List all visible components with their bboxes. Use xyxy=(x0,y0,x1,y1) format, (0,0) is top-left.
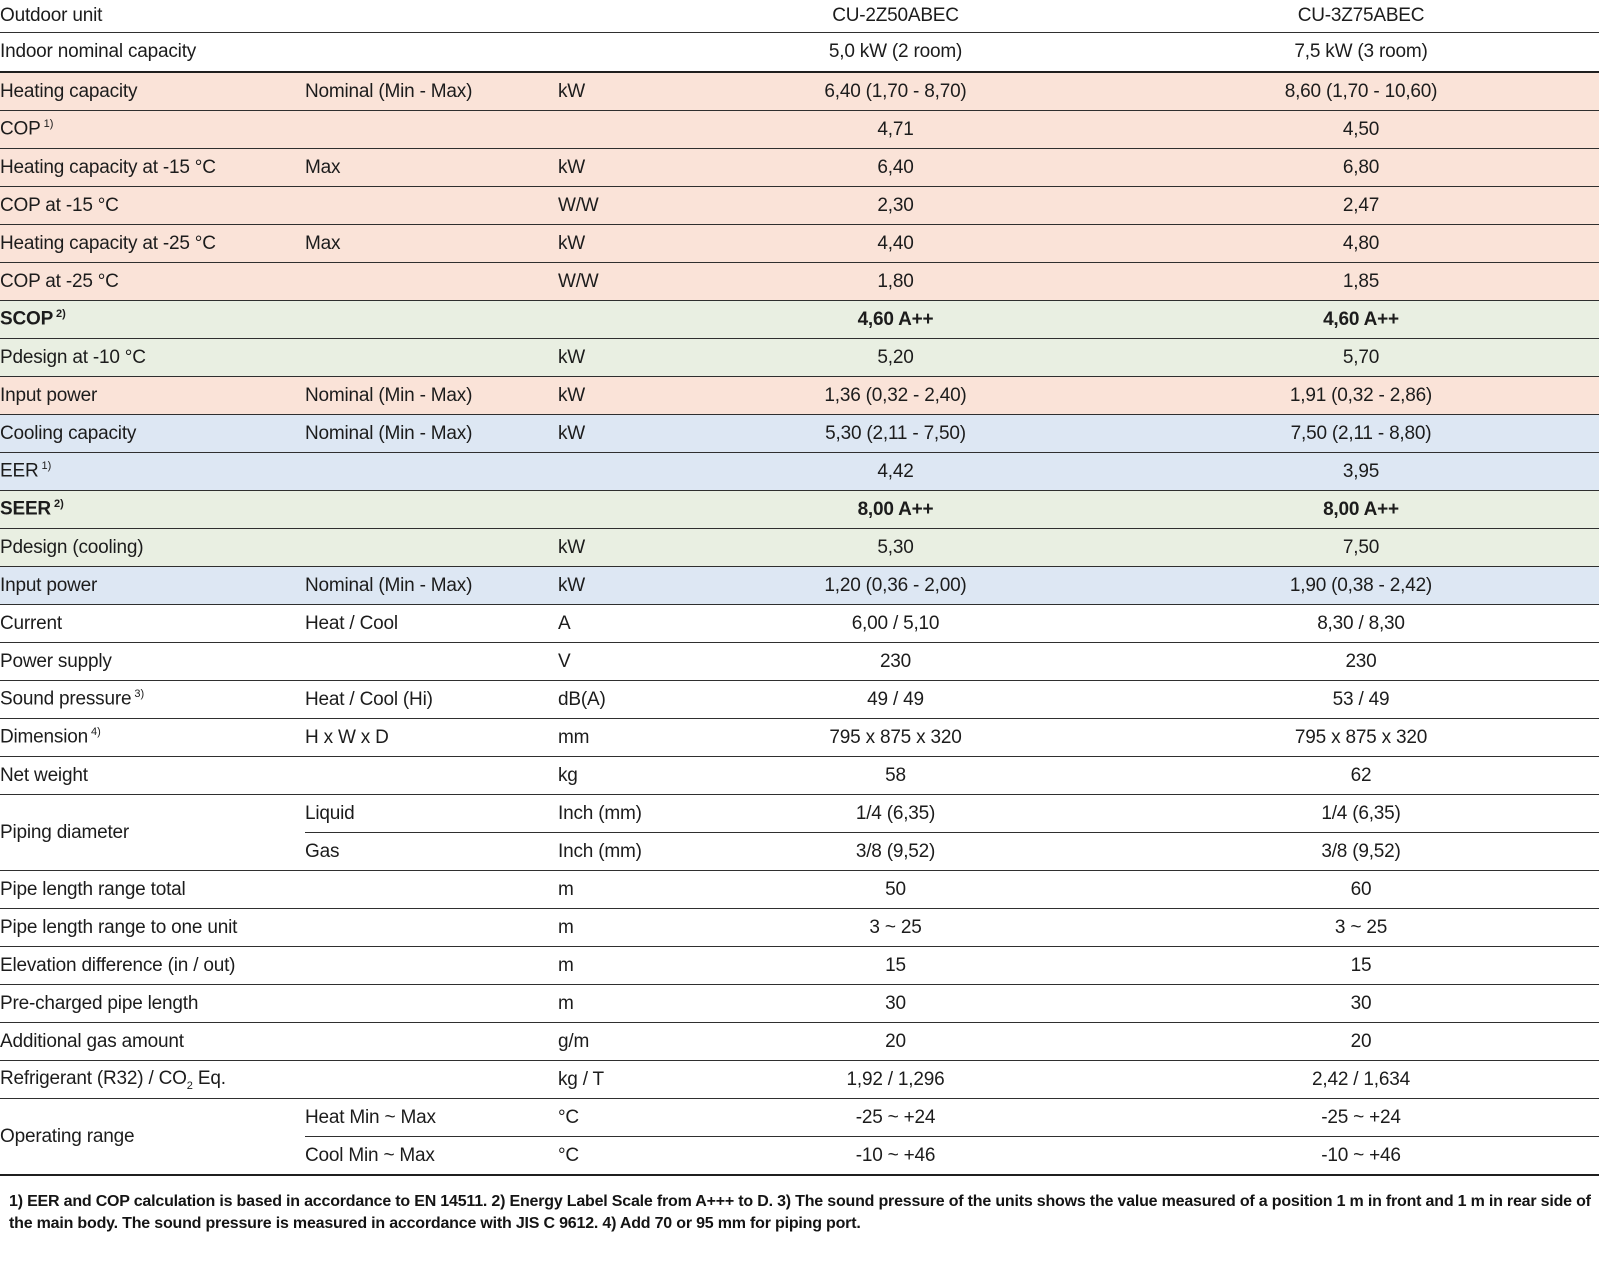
row-unit: A xyxy=(558,605,668,643)
spec-row xyxy=(0,719,1599,757)
spec-row xyxy=(0,795,1599,833)
row-unit: kW xyxy=(558,225,668,263)
row-unit: kW xyxy=(558,415,668,453)
value-model-2: 2,42 / 1,634 xyxy=(1123,1061,1599,1099)
row-parameter xyxy=(305,757,558,795)
row-unit: kg xyxy=(558,757,668,795)
row-label: Pipe length range total xyxy=(0,871,305,909)
spec-row xyxy=(0,947,1599,985)
value-model-2: 4,80 xyxy=(1123,225,1599,263)
row-parameter xyxy=(305,985,558,1023)
row-parameter: Cool Min ~ Max xyxy=(305,1137,558,1176)
nominal-capacity-2: 7,5 kW (3 room) xyxy=(1123,33,1599,73)
value-model-2: 7,50 xyxy=(1123,529,1599,567)
row-label: Current xyxy=(0,605,305,643)
model-name-1: CU-2Z50ABEC xyxy=(668,0,1123,33)
value-model-2: 1,85 xyxy=(1123,263,1599,301)
row-unit: dB(A) xyxy=(558,681,668,719)
spec-row xyxy=(0,909,1599,947)
row-label: Refrigerant $(R32) / CO_2$ Eq. xyxy=(0,1061,305,1099)
spec-row xyxy=(0,263,1599,301)
row-parameter xyxy=(305,909,558,947)
value-model-2: 1/4 (6,35) xyxy=(1123,795,1599,833)
row-unit: W/W xyxy=(558,263,668,301)
spec-row xyxy=(0,529,1599,567)
spec-row xyxy=(0,1023,1599,1061)
row-parameter: Nominal (Min - Max) xyxy=(305,567,558,605)
row-label: Operating range xyxy=(0,1099,305,1176)
row-parameter: Nominal (Min - Max) xyxy=(305,377,558,415)
value-model-1: 5,30 xyxy=(668,529,1123,567)
spec-row xyxy=(0,72,1599,111)
value-model-2: 60 xyxy=(1123,871,1599,909)
row-label: Heating capacity at -15 °C xyxy=(0,149,305,187)
spec-row xyxy=(0,225,1599,263)
row-unit: m xyxy=(558,985,668,1023)
row-unit: g/m xyxy=(558,1023,668,1061)
row-parameter: Liquid xyxy=(305,795,558,833)
value-model-1: 30 xyxy=(668,985,1123,1023)
row-unit xyxy=(558,491,668,529)
value-model-1: 1,92 / 1,296 xyxy=(668,1061,1123,1099)
row-unit: V xyxy=(558,643,668,681)
row-unit: kW xyxy=(558,377,668,415)
row-unit xyxy=(558,111,668,149)
spec-row xyxy=(0,453,1599,491)
row-parameter xyxy=(305,529,558,567)
value-model-1: 8,00 A++ xyxy=(668,491,1123,529)
value-model-2: 15 xyxy=(1123,947,1599,985)
value-model-1: 6,40 xyxy=(668,149,1123,187)
row-label: Input power xyxy=(0,567,305,605)
value-model-1: 6,00 / 5,10 xyxy=(668,605,1123,643)
row-label: Additional gas amount xyxy=(0,1023,305,1061)
outdoor-unit-header-row xyxy=(0,0,1599,33)
value-model-2: 7,50 (2,11 - 8,80) xyxy=(1123,415,1599,453)
spec-row xyxy=(0,1061,1599,1099)
value-model-1: 49 / 49 xyxy=(668,681,1123,719)
row-label: COP $^{1)}$ xyxy=(0,111,305,149)
row-label: Heating capacity at -25 °C xyxy=(0,225,305,263)
spec-row xyxy=(0,339,1599,377)
spec-table-header xyxy=(0,0,1599,72)
value-model-1: 795 x 875 x 320 xyxy=(668,719,1123,757)
footnote-ref: 2) xyxy=(53,498,64,511)
spec-row xyxy=(0,415,1599,453)
row-label: Piping diameter xyxy=(0,795,305,871)
row-label: Dimension $^{4)}$ xyxy=(0,719,305,757)
spec-row xyxy=(0,111,1599,149)
footnote-ref: 3) xyxy=(134,688,145,701)
row-parameter xyxy=(305,111,558,149)
value-model-2: 3,95 xyxy=(1123,453,1599,491)
row-label: Pdesign (cooling) xyxy=(0,529,305,567)
value-model-2: 230 xyxy=(1123,643,1599,681)
row-label: Input power xyxy=(0,377,305,415)
value-model-1: 4,71 xyxy=(668,111,1123,149)
footnote-ref: 1) xyxy=(41,460,52,473)
row-parameter: H x W x D xyxy=(305,719,558,757)
row-unit: Inch (mm) xyxy=(558,795,668,833)
spec-row xyxy=(0,187,1599,225)
row-label: Pdesign at -10 °C xyxy=(0,339,305,377)
indoor-capacity-header-row xyxy=(0,33,1599,73)
row-unit: Inch (mm) xyxy=(558,833,668,871)
value-model-2: 1,90 (0,38 - 2,42) xyxy=(1123,567,1599,605)
value-model-1: 4,42 xyxy=(668,453,1123,491)
row-unit: kW xyxy=(558,567,668,605)
value-model-1: 2,30 xyxy=(668,187,1123,225)
value-model-1: 6,40 (1,70 - 8,70) xyxy=(824,80,967,102)
row-label: Power supply xyxy=(0,643,305,681)
row-parameter: Max xyxy=(305,225,558,263)
row-parameter xyxy=(305,643,558,681)
row-label: COP at -25 °C xyxy=(0,263,305,301)
row-parameter xyxy=(305,491,558,529)
spec-row xyxy=(0,985,1599,1023)
value-model-1: 50 xyxy=(668,871,1123,909)
spec-row xyxy=(0,377,1599,415)
row-label: COP at -15 °C xyxy=(0,187,305,225)
spec-row xyxy=(0,605,1599,643)
value-model-1: -10 ~ +46 xyxy=(668,1137,1123,1176)
label-subscript: 2 xyxy=(186,1079,193,1092)
spec-table-body xyxy=(0,72,1599,1175)
row-parameter xyxy=(305,301,558,339)
row-parameter: Heat / Cool (Hi) xyxy=(305,681,558,719)
spec-row xyxy=(0,491,1599,529)
row-parameter xyxy=(305,947,558,985)
row-unit: mm xyxy=(558,719,668,757)
value-model-2: 3 ~ 25 xyxy=(1123,909,1599,947)
value-model-1: 1/4 (6,35) xyxy=(668,795,1123,833)
row-label: Pipe length range to one unit xyxy=(0,909,305,947)
row-label: Sound pressure $^{3)}$ xyxy=(0,681,305,719)
spec-row xyxy=(0,643,1599,681)
spec-row xyxy=(0,567,1599,605)
outdoor-unit-label: Outdoor unit xyxy=(0,0,305,33)
footnote-ref: 4) xyxy=(90,726,101,739)
row-unit xyxy=(558,453,668,491)
row-parameter xyxy=(305,187,558,225)
row-parameter xyxy=(305,453,558,491)
value-model-1: 5,20 xyxy=(668,339,1123,377)
value-model-2: 53 / 49 xyxy=(1123,681,1599,719)
value-model-2: -25 ~ +24 xyxy=(1123,1099,1599,1137)
value-model-2: 6,80 xyxy=(1123,149,1599,187)
row-parameter xyxy=(305,1061,558,1099)
value-model-2: 30 xyxy=(1123,985,1599,1023)
row-unit: m xyxy=(558,909,668,947)
row-label: Cooling capacity xyxy=(0,415,305,453)
value-model-1: 4,60 A++ xyxy=(668,301,1123,339)
spec-row xyxy=(0,149,1599,187)
spec-row xyxy=(0,1099,1599,1137)
footnote-ref: 1) xyxy=(43,118,54,131)
spec-row xyxy=(0,681,1599,719)
row-unit: kW xyxy=(558,529,668,567)
model-name-2: CU-3Z75ABEC xyxy=(1123,0,1599,33)
value-model-1: 4,40 xyxy=(668,225,1123,263)
row-unit: kW xyxy=(558,149,668,187)
nominal-capacity-1: 5,0 kW (2 room) xyxy=(668,33,1123,73)
row-label: Net weight xyxy=(0,757,305,795)
value-model-1: 1,20 (0,36 - 2,00) xyxy=(668,567,1123,605)
footnote-ref: 2) xyxy=(56,308,66,321)
row-unit: m xyxy=(558,947,668,985)
value-model-2: 62 xyxy=(1123,757,1599,795)
row-parameter xyxy=(305,871,558,909)
row-unit: °C xyxy=(558,1137,668,1176)
row-label: SEER $^{2)}$ xyxy=(0,491,305,529)
value-model-2: 8,60 (1,70 - 10,60) xyxy=(1284,80,1438,102)
value-model-2: 8,00 A++ xyxy=(1123,491,1599,529)
row-parameter: Nominal (Min - Max) xyxy=(305,80,473,102)
value-model-2: 2,47 xyxy=(1123,187,1599,225)
row-unit: m xyxy=(558,871,668,909)
value-model-2: 4,50 xyxy=(1123,111,1599,149)
value-model-1: 1,36 (0,32 - 2,40) xyxy=(668,377,1123,415)
row-parameter xyxy=(305,263,558,301)
value-model-2: 5,70 xyxy=(1123,339,1599,377)
row-parameter: Heat Min ~ Max xyxy=(305,1099,558,1137)
value-model-2: 4,60 A++ xyxy=(1123,301,1599,339)
row-parameter xyxy=(305,1023,558,1061)
value-model-2: 1,91 (0,32 - 2,86) xyxy=(1123,377,1599,415)
row-unit: kW xyxy=(558,80,586,102)
row-unit: kW xyxy=(558,339,668,377)
footnote: 1) EER and COP calculation is based in accordance to EN 14511. 2) Energy Label Scale from A+++ to D. 3) The sound pressure of the units shows the value measured of a position 1 m in front and 1 m in rear side of the main body. The sound pressure is measured in accordance with JIS C 9612. 4) Add 70 or 95 mm for piping port. xyxy=(9,1193,1591,1233)
value-model-2: 795 x 875 x 320 xyxy=(1123,719,1599,757)
value-model-1: 58 xyxy=(668,757,1123,795)
row-parameter: Heat / Cool xyxy=(305,605,558,643)
spec-row xyxy=(0,757,1599,795)
row-parameter: Gas xyxy=(305,833,558,871)
row-label: Pre-charged pipe length xyxy=(0,985,305,1023)
row-label: Elevation difference (in / out) xyxy=(0,947,305,985)
row-label: Heating capacity xyxy=(0,80,138,102)
row-parameter: Nominal (Min - Max) xyxy=(305,415,558,453)
value-model-1: 15 xyxy=(668,947,1123,985)
row-unit xyxy=(558,301,668,339)
value-model-2: 3/8 (9,52) xyxy=(1123,833,1599,871)
value-model-2: 20 xyxy=(1123,1023,1599,1061)
value-model-1: 3/8 (9,52) xyxy=(668,833,1123,871)
value-model-2: -10 ~ +46 xyxy=(1123,1137,1599,1176)
row-parameter: Max xyxy=(305,149,558,187)
spec-row xyxy=(0,871,1599,909)
value-model-1: 20 xyxy=(668,1023,1123,1061)
value-model-1: 230 xyxy=(668,643,1123,681)
value-model-1: 3 ~ 25 xyxy=(668,909,1123,947)
value-model-1: 1,80 xyxy=(668,263,1123,301)
value-model-1: -25 ~ +24 xyxy=(668,1099,1123,1137)
spec-row xyxy=(0,301,1599,339)
row-label: EER $^{1)}$ xyxy=(0,453,305,491)
indoor-capacity-label: Indoor nominal capacity xyxy=(0,33,305,73)
row-unit: °C xyxy=(558,1099,668,1137)
row-label: SCOP $^{2)}$ xyxy=(0,301,305,339)
row-unit: W/W xyxy=(558,187,668,225)
value-model-2: 8,30 / 8,30 xyxy=(1123,605,1599,643)
row-parameter xyxy=(305,339,558,377)
value-model-1: 5,30 (2,11 - 7,50) xyxy=(668,415,1123,453)
row-unit: kg / T xyxy=(558,1061,668,1099)
